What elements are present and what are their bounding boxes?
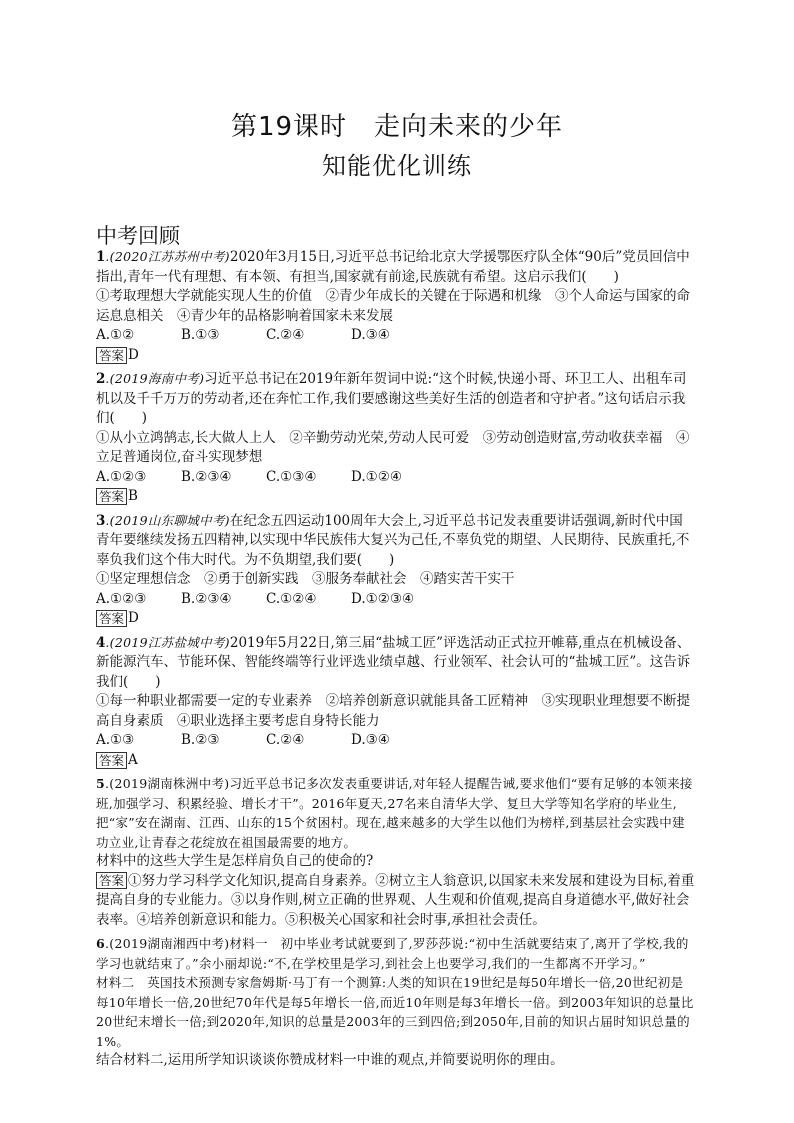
answer-value: A <box>128 751 138 768</box>
option-a: A.①② <box>96 327 135 343</box>
option-d: D.①②③④ <box>351 590 415 607</box>
option-b: B.①③ <box>181 327 220 343</box>
answer-text: ①努力学习科学文化知识,提高自身素养。②树立主人翁意识,以国家未来发展和建设为目标,着重提高自身的专业能力。③以身作则,树立正确的世界观、人生观和价值观,提高自身道德水平,做好社会表率。④培养创新意识和能力。⑤积极关心国家和社会时事,承担社会责任。 <box>96 872 695 928</box>
answer-row <box>96 487 696 507</box>
questions-content <box>96 247 696 1071</box>
answer-badge: 答案 <box>96 752 127 769</box>
question-stem: 3.(2019山东聊城中考)在纪念五四运动100周年大会上,习近平总书记发表重要讲话强调,新时代中国青年要继续发扬五四精神,以实现中华民族伟大复兴为己任,不辜负党的期望、人民期待、民族重托,不辜负我们这个伟大时代。为不负期望,我们要( ) <box>96 512 690 568</box>
option-c: C.①③④ <box>266 468 317 485</box>
question-options <box>96 731 696 751</box>
answer-row <box>96 346 696 366</box>
answer-row <box>96 872 696 931</box>
question-6 <box>96 934 696 1071</box>
question-statements: ①考取理想大学就能实现人生的价值 ②青少年成长的关键在于际遇和机缘 ③个人命运与国家的命运息息相关 ④青少年的品格影响着国家未来发展 <box>96 288 690 324</box>
option-c: C.②④ <box>266 327 305 343</box>
answer-value: B <box>128 488 138 504</box>
option-d: D.③④ <box>351 327 390 343</box>
question-stem: 2.(2019海南中考)习近平总书记在2019年新年贺词中说:“这个时候,快递小哥、环卫工人、出租车司机以及千千万万的劳动者,还在奔忙工作,我们要感谢这些美好生活的创造者和守护者。”这句话启示我们( ) <box>96 371 687 426</box>
option-a: A.①②③ <box>96 468 147 485</box>
question-material: 5.(2019湖南株洲中考)习近平总书记多次发表重要讲话,对年轻人提醒告诫,要求他们“要有足够的本领来接班,加强学习、积累经验、增长才干”。2016年夏天,27名来自清华大学、复旦大学等知名学府的毕业生,把“家”安在湖南、江西、山东的15个贫困村。现在,越来越多的大学生以他们为榜样,到基层社会实践中建功立业,让青春之花绽放在祖国最需要的地方。 <box>96 776 693 850</box>
question-1 <box>96 247 696 365</box>
question-prompt: 材料中的这些大学生是怎样肩负自己的使命的? <box>96 853 374 869</box>
answer-value: D <box>128 610 139 626</box>
question-options <box>96 326 696 346</box>
question-5 <box>96 774 696 930</box>
option-d: D.①②④ <box>351 468 402 485</box>
option-a: A.①②③ <box>96 590 147 607</box>
answer-badge: 答案 <box>96 347 127 364</box>
question-statements: ①每一种职业都需要一定的专业素养 ②培养创新意识就能具备工匠精神 ③实现职业理想要不断提高自身素质 ④职业选择主要考虑自身特长能力 <box>96 693 690 729</box>
answer-value: D <box>128 346 139 363</box>
question-prompt: 结合材料二,运用所学知识谈谈你赞成材料一中谁的观点,并简要说明你的理由。 <box>96 1052 564 1068</box>
answer-badge: 答案 <box>96 488 127 505</box>
question-4 <box>96 633 696 771</box>
question-options <box>96 590 696 610</box>
option-c: C.①②④ <box>266 590 317 607</box>
question-stem: 1.(2020江苏苏州中考)2020年3月15日,习近平总书记给北京大学援鄂医疗队全体“90后”党员回信中指出,青年一代有理想、有本领、有担当,国家就有前途,民族就有希望。这启示我们( ) <box>96 249 690 285</box>
option-a: A.①③ <box>96 732 135 748</box>
option-b: B.②③④ <box>181 468 232 485</box>
question-2 <box>96 369 696 507</box>
answer-row <box>96 751 696 771</box>
question-material-2: 材料二 英国技术预测专家詹姆斯·马丁有一个测算:人类的知识在19世纪是每50年增长一倍,20世纪初是每10年增长一倍,20世纪70年代是每5年增长一倍,而近10年则是每3年增长一倍。到2003年知识的总量比20世纪末增长一倍;到2020年,知识的总量是2003年的三到四倍;到2050年,目前的知识占届时知识总量的1%。 <box>96 975 694 1049</box>
question-statements: ①从小立鸿鹄志,长大做人上人 ②辛勤劳动光荣,劳动人民可爱 ③劳动创造财富,劳动收获幸福 ④立足普通岗位,奋斗实现梦想 <box>96 429 690 465</box>
question-material-1: 6.(2019湖南湘西中考)材料一 初中毕业考试就要到了,罗莎莎说:“初中生活就要结束了,离开了学校,我的学习也就结束了。”余小丽却说:“不,在学校里是学习,到社会上也要学习,我们的一生都离不开学习。” <box>96 936 689 971</box>
option-b: B.②③④ <box>181 590 232 607</box>
option-c: C.②④ <box>266 732 305 748</box>
question-statements: ①坚定理想信念 ②勇于创新实践 ③服务奉献社会 ④踏实苦干实干 <box>96 571 515 587</box>
answer-badge: 答案 <box>96 872 127 889</box>
page-subtitle: 知能优化训练 <box>322 152 472 180</box>
answer-badge: 答案 <box>96 610 127 627</box>
section-title: 中考回顾 <box>96 224 180 248</box>
question-options <box>96 468 696 488</box>
question-3 <box>96 511 696 629</box>
question-stem: 4.(2019江苏盐城中考)2019年5月22日,第三届“盐城工匠”评选活动正式拉开帷幕,重点在机械设备、新能源汽车、节能环保、智能终端等行业评选业绩卓越、行业领军、社会认可的“盐城工匠”。这告诉我们( ) <box>96 634 691 690</box>
answer-row <box>96 609 696 629</box>
option-b: B.②③ <box>181 732 220 748</box>
page-title: 第19课时 走向未来的少年 <box>230 112 564 142</box>
option-d: D.③④ <box>351 732 390 748</box>
